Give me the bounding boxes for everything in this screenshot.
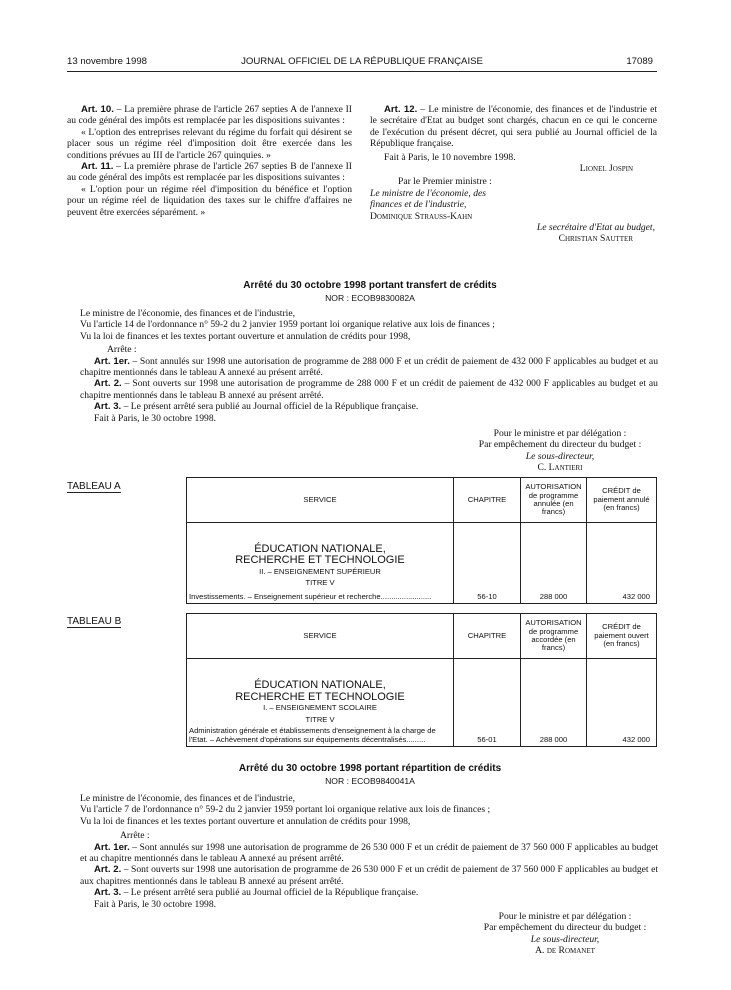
ministry-line-1: ÉDUCATION NATIONALE, [254, 679, 386, 692]
par-premier-ministre: Par le Premier ministre : [398, 176, 492, 188]
arrete-1-title: Arrêté du 30 octobre 1998 portant transfert de crédits [243, 280, 497, 291]
arrete-1-nor: NOR : ECOB9830082A [325, 293, 415, 303]
col-autorisation: AUTORISATION de programme annulée (en francs) [521, 478, 587, 523]
article-12: Art. 12. – Le ministre de l'économie, des finances et de l'industrie et le secrétaire d'Etat au budget sont chargés, chacun en ce qui le concerne de l'exécution du présent décret, qui sera publié au Journal officiel de la République française. [370, 104, 657, 150]
row-label: Administration générale et établissements d'enseignement à la charge de l'Etat. – Achèvement d'opérations sur équipements décentralisés......... [189, 726, 436, 744]
service-cell [187, 523, 454, 604]
ministry-line-1: ÉDUCATION NATIONALE, [254, 542, 386, 555]
arrete-label: Arrête : [107, 344, 137, 356]
intro-minister: Le ministre de l'économie, des finances et de l'industrie, [80, 793, 295, 804]
tableau-a [186, 477, 657, 604]
article-11-quote: « L'option pour un régime réel d'imposition du bénéfice et l'option pour un régime réel de liquidation des taxes sur le chiffre d'affaires ne peuvent être exercées séparément. » [67, 183, 352, 218]
ministry-line-2: RECHERCHE ET TECHNOLOGIE [235, 554, 405, 567]
titre-label: TITRE V [305, 714, 335, 724]
credit-value: 432 000 [587, 659, 657, 747]
ministry-line-2: RECHERCHE ET TECHNOLOGIE [235, 690, 405, 703]
signer-strauss-kahn: Dominique Strauss-Kahn [370, 210, 473, 222]
sig-sous-directeur: Le sous-directeur, [530, 933, 600, 945]
signer-jospin: Lionel Jospin [579, 163, 633, 175]
arrete-1-signature [440, 428, 680, 474]
intro-vu-article: Vu l'article 7 de l'ordonnance n° 59-2 du 2 janvier 1959 portant loi organique relative aux lois de finances ; [80, 804, 491, 816]
intro-vu-loi: Vu la loi de finances et les textes portant ouverture et annulation de crédits pour 1998, [80, 330, 411, 342]
arrete-1-art-1: Art. 1er. – Sont annulés sur 1998 une autorisation de programme de 288 000 F et un crédit de paiement de 432 000 F applicables au budget et au chapitre mentionnés dans le tableau A annexé au présent arrêté. [80, 355, 658, 379]
autorisation-value: 288 000 [521, 523, 587, 604]
service-cell [187, 659, 454, 747]
sig-empechement: Par empêchement du directeur du budget : [478, 439, 642, 451]
col-credit: CRÉDIT de paiement annulé (en francs) [587, 478, 657, 523]
sig-de-romanet: A. de Romanet [535, 945, 595, 957]
intro-vu-article: Vu l'article 14 de l'ordonnance n° 59-2 du 2 janvier 1959 portant loi organique relative aux lois de finances ; [80, 319, 495, 331]
fait-a-paris: Fait à Paris, le 10 novembre 1998. [384, 151, 516, 163]
titre-label: TITRE V [305, 578, 335, 588]
tableau-b-label: TABLEAU B [67, 616, 122, 627]
sig-sous-directeur: Le sous-directeur, [525, 450, 595, 462]
autorisation-value: 288 000 [521, 659, 587, 747]
col-autorisation: AUTORISATION de programme accordée (en francs) [521, 614, 587, 659]
intro-minister: Le ministre de l'économie, des finances et de l'industrie, [80, 308, 295, 319]
arrete-2-signature [445, 911, 685, 957]
col-service: SERVICE [187, 614, 454, 659]
arrete-2-body [80, 793, 658, 910]
ministre-title: Le ministre de l'économie, des finances et de l'industrie, [370, 187, 486, 211]
arrete-2-art-2: Art. 2. – Sont ouverts sur 1998 une autorisation de programme de 26 530 000 F et un crédit de paiement de 37 560 000 F applicables au budget et aux chapitres mentionnés dans le tableau B annexé au présent arrêté. [80, 864, 658, 887]
arrete-1-body [80, 308, 658, 424]
col-chapitre: CHAPITRE [454, 478, 521, 523]
arrete-2-fait: Fait à Paris, le 30 octobre 1998. [94, 898, 217, 910]
col-credit: CRÉDIT de paiement ouvert (en francs) [587, 614, 657, 659]
section-label: I. – ENSEIGNEMENT SCOLAIRE [263, 703, 377, 713]
arrete-2-title: Arrêté du 30 octobre 1998 portant répartition de crédits [238, 763, 502, 774]
col-service: SERVICE [187, 478, 454, 523]
arrete-2-nor: NOR : ECOB9840041A [325, 776, 415, 786]
sig-empechement: Par empêchement du directeur du budget : [483, 922, 647, 934]
sig-pour-ministre: Pour le ministre et par délégation : [498, 911, 632, 922]
row-label: Investissements. – Enseignement supérieur et recherche........................ [189, 591, 432, 601]
signer-sautter: Christian Sautter [558, 233, 633, 245]
article-10-quote: « L'option des entreprises relevant du régime du forfait qui désirent se placer sous un régime réel d'imposition doit être exercée dans les conditions prévues au III de l'article 267 quinquies. » [67, 126, 352, 161]
arrete-label: Arrête : [120, 830, 150, 842]
header-journal-title: JOURNAL OFFICIEL DE LA RÉPUBLIQUE FRANÇAISE [241, 56, 483, 67]
header-rule [67, 71, 657, 72]
chapitre-value: 56-01 [454, 659, 521, 747]
header-date: 13 novembre 1998 [67, 56, 148, 67]
arrete-1-art-2: Art. 2. – Sont ouverts sur 1998 une autorisation de programme de 288 000 F et un crédit de paiement de 432 000 F applicables au budget et au chapitre mentionnés dans le tableau B annexé au présent arrêté. [80, 378, 658, 401]
col-chapitre: CHAPITRE [454, 614, 521, 659]
right-column [370, 104, 657, 245]
tableau-a-label: TABLEAU A [67, 481, 121, 492]
article-10: Art. 10. – La première phrase de l'article 267 septies A de l'annexe II au code général des impôts est remplacée par les dispositions suivantes : [67, 104, 352, 127]
tableau-b [186, 613, 657, 747]
page-header [67, 56, 657, 70]
sig-pour-ministre: Pour le ministre et par délégation : [493, 428, 627, 439]
chapitre-value: 56-10 [454, 523, 521, 604]
header-page-number: 17089 [626, 56, 653, 67]
table-row [187, 523, 657, 604]
table-row [187, 659, 657, 747]
credit-value: 432 000 [587, 523, 657, 604]
intro-vu-loi: Vu la loi de finances et les textes portant ouverture et annulation de crédits pour 1998, [80, 815, 411, 827]
section-label: II. – ENSEIGNEMENT SUPÉRIEUR [259, 566, 381, 576]
tableau-b-header-row [187, 614, 657, 659]
arrete-1-fait: Fait à Paris, le 30 octobre 1998. [94, 412, 217, 424]
sig-lantieri: C. Lantieri [537, 462, 583, 474]
left-column [67, 104, 352, 218]
arrete-2-art-3: Art. 3. – Le présent arrêté sera publié au Journal officiel de la République française. [94, 887, 419, 899]
arrete-1-art-3: Art. 3. – Le présent arrêté sera publié au Journal officiel de la République française. [94, 401, 419, 413]
article-11: Art. 11. – La première phrase de l'article 267 septies B de l'annexe II au code général des impôts est remplacée par les dispositions suivantes : [67, 161, 352, 184]
secretaire-title: Le secrétaire d'Etat au budget, [536, 222, 655, 234]
tableau-a-header-row [187, 478, 657, 523]
arrete-2-art-1: Art. 1er. – Sont annulés sur 1998 une autorisation de programme de 26 530 000 F et un crédit de paiement de 37 560 000 F applicables au budget et au chapitre mentionnés dans le tableau A annexé au présent arrêté. [80, 841, 658, 865]
